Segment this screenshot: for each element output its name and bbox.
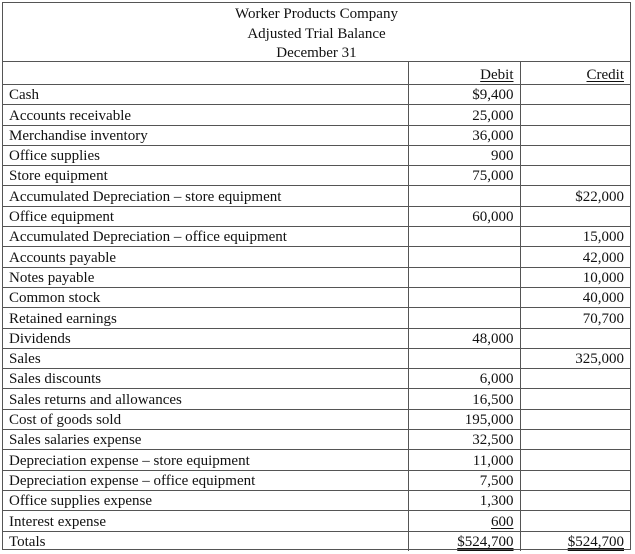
credit-cell	[520, 450, 630, 470]
account-name-cell: Accounts receivable	[3, 105, 408, 125]
credit-cell	[520, 430, 630, 450]
debit-cell: 75,000	[408, 166, 520, 186]
debit-cell	[408, 247, 520, 267]
account-name-cell: Accumulated Depreciation – store equipment	[3, 186, 408, 206]
company-name: Worker Products Company	[235, 6, 398, 22]
account-name-cell: Common stock	[3, 287, 408, 307]
table-row	[3, 369, 630, 389]
account-name-cell: Store equipment	[3, 166, 408, 186]
debit-cell	[408, 348, 520, 368]
debit-cell	[408, 227, 520, 247]
credit-column-header: Credit	[520, 62, 630, 85]
account-name-cell: Sales discounts	[3, 369, 408, 389]
account-name-cell: Retained earnings	[3, 308, 408, 328]
table-row	[3, 389, 630, 409]
table-row	[3, 348, 630, 368]
debit-cell	[408, 287, 520, 307]
totals-label: Totals	[9, 533, 46, 550]
table-row	[3, 125, 630, 145]
debit-cell-value: 600	[491, 513, 514, 530]
totals-row	[3, 531, 630, 551]
account-name-cell: Accounts payable	[3, 247, 408, 267]
credit-cell	[520, 389, 630, 409]
credit-cell	[520, 328, 630, 348]
credit-cell: 10,000	[520, 267, 630, 287]
trial-balance-table	[3, 62, 630, 551]
debit-cell: 6,000	[408, 369, 520, 389]
credit-cell: $22,000	[520, 186, 630, 206]
account-name-cell: Dividends	[3, 328, 408, 348]
account-name-cell: Sales salaries expense	[3, 430, 408, 450]
debit-cell: 7,500	[408, 470, 520, 490]
account-column-header	[3, 62, 408, 85]
table-row	[3, 105, 630, 125]
debit-column-header: Debit	[408, 62, 520, 85]
credit-cell: 70,700	[520, 308, 630, 328]
account-name-cell: Accumulated Depreciation – office equipment	[3, 227, 408, 247]
debit-cell: 16,500	[408, 389, 520, 409]
debit-cell: 60,000	[408, 206, 520, 226]
table-row	[3, 430, 630, 450]
account-name-cell: Depreciation expense – office equipment	[3, 470, 408, 490]
report-title: Adjusted Trial Balance	[247, 25, 386, 42]
credit-cell	[520, 490, 630, 510]
table-row	[3, 511, 630, 531]
table-row	[3, 470, 630, 490]
debit-cell	[408, 511, 520, 531]
credit-cell	[520, 166, 630, 186]
account-name-cell: Office supplies expense	[3, 490, 408, 510]
credit-cell: 15,000	[520, 227, 630, 247]
credit-cell	[520, 470, 630, 490]
table-row	[3, 247, 630, 267]
trial-balance-sheet	[2, 2, 631, 550]
debit-cell: 1,300	[408, 490, 520, 510]
credit-cell	[520, 369, 630, 389]
credit-cell: 325,000	[520, 348, 630, 368]
table-row	[3, 287, 630, 307]
credit-cell	[520, 206, 630, 226]
credit-cell	[520, 145, 630, 165]
account-name-cell: Office supplies	[3, 145, 408, 165]
totals-debit-cell	[408, 531, 520, 551]
account-name-cell: Merchandise inventory	[3, 125, 408, 145]
table-row	[3, 145, 630, 165]
account-name-cell: Sales	[3, 348, 408, 368]
debit-cell: 25,000	[408, 105, 520, 125]
totals-debit-value: $524,700	[457, 533, 514, 550]
account-name-cell: Office equipment	[3, 206, 408, 226]
table-row	[3, 450, 630, 470]
table-row	[3, 409, 630, 429]
table-row	[3, 186, 630, 206]
debit-cell: 36,000	[408, 125, 520, 145]
debit-cell	[408, 267, 520, 287]
debit-cell: 11,000	[408, 450, 520, 470]
account-name-cell: Sales returns and allowances	[3, 389, 408, 409]
totals-credit-value: $524,700	[567, 533, 624, 550]
account-name-cell: Interest expense	[3, 511, 408, 531]
totals-credit-cell	[520, 531, 630, 551]
debit-cell	[408, 308, 520, 328]
table-row	[3, 267, 630, 287]
credit-cell	[520, 85, 630, 105]
table-row	[3, 227, 630, 247]
debit-cell: 32,500	[408, 430, 520, 450]
debit-cell	[408, 186, 520, 206]
table-row	[3, 490, 630, 510]
table-row	[3, 308, 630, 328]
table-row	[3, 206, 630, 226]
debit-cell: $9,400	[408, 85, 520, 105]
credit-cell	[520, 409, 630, 429]
credit-cell: 42,000	[520, 247, 630, 267]
account-name-cell: Cost of goods sold	[3, 409, 408, 429]
account-name-cell: Depreciation expense – store equipment	[3, 450, 408, 470]
credit-cell	[520, 511, 630, 531]
report-header	[3, 3, 630, 62]
table-row	[3, 328, 630, 348]
debit-cell: 48,000	[408, 328, 520, 348]
credit-cell	[520, 125, 630, 145]
table-row	[3, 85, 630, 105]
account-name-cell: Cash	[3, 85, 408, 105]
column-header-row	[3, 62, 630, 85]
account-name-cell: Notes payable	[3, 267, 408, 287]
table-row	[3, 166, 630, 186]
credit-cell	[520, 105, 630, 125]
debit-cell: 195,000	[408, 409, 520, 429]
credit-cell: 40,000	[520, 287, 630, 307]
debit-cell: 900	[408, 145, 520, 165]
report-date: December 31	[276, 45, 357, 61]
